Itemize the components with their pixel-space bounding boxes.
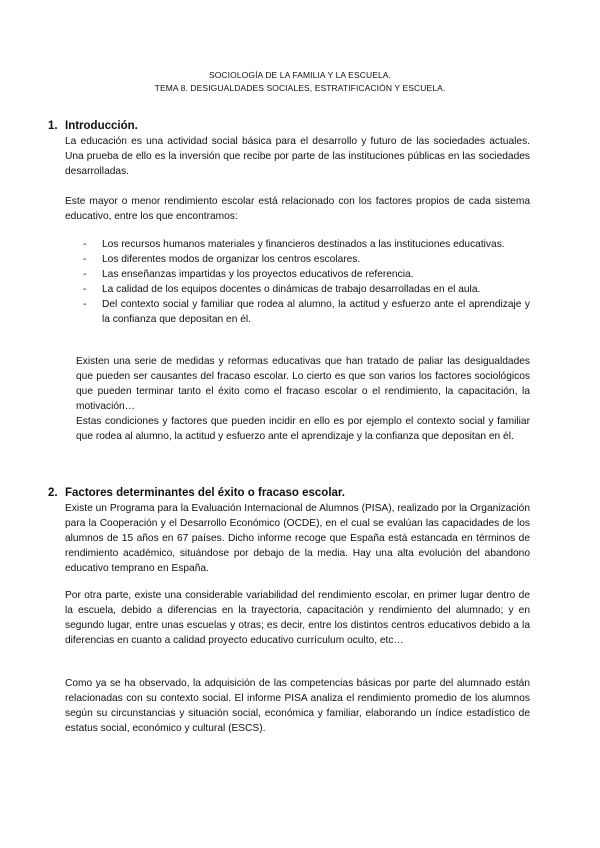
topic-title: TEMA 8. DESIGUALDADES SOCIALES, ESTRATIFICACIÓN Y ESCUELA. [154, 83, 446, 93]
section-2-number: 2. [48, 487, 58, 499]
section-2-paragraph-3: Como ya se ha observado, la adquisición de las competencias básicas por parte del alumnado están relacionadas con su contexto social. El informe PISA analiza el rendimiento promedio de los alumnos según su circunstancias y situación social, económica y familiar, elaborando un índice estadístico de estatus social, económico y cultural (ESCS). [65, 678, 530, 734]
section-2-heading [48, 487, 345, 499]
section-1-paragraph-1: La educación es una actividad social básica para el desarrollo y futuro de las sociedades actuales. Una prueba de ello es la inversión que recibe por parte de las instituciones públicas en las sociedades desarrolladas. [65, 136, 530, 177]
section-2-title: Factores determinantes del éxito o fracaso escolar. [65, 487, 345, 499]
section-1-title: Introducción. [65, 120, 138, 132]
section-1-paragraph-4: Estas condiciones y factores que pueden incidir en ello es por ejemplo el contexto social y familiar que rodea al alumno, la actitud y esfuerzo ante el aprendizaje y la confianza que depositan en él. [76, 416, 530, 442]
section-1-heading [48, 120, 138, 132]
section-1-paragraph-3: Existen una serie de medidas y reformas educativas que han tratado de paliar las desigualdades que pueden ser causantes del fracaso escolar. Lo cierto es que son varios los factores sociológicos que pueden terminar tanto el éxito como el fracaso escolar o el rendimiento, la capacitación, la motivación… [76, 356, 530, 412]
factors-list [83, 237, 530, 327]
list-item: - Los diferentes modos de organizar los centros escolares. [83, 254, 361, 265]
list-item: - Las enseñanzas impartidas y los proyectos educativos de referencia. [83, 269, 414, 280]
section-1-paragraph-2: Este mayor o menor rendimiento escolar está relacionado con los factores propios de cada sistema educativo, entre los que encontramos: [65, 196, 530, 222]
course-title: SOCIOLOGÍA DE LA FAMILIA Y LA ESCUELA. [208, 70, 392, 80]
section-2-paragraph-1: Existe un Programa para la Evaluación Internacional de Alumnos (PISA), realizado por la Organización para la Cooperación y el Desarrollo Económico (OCDE), en el cual se evalúan las capacidades de los alumnos de 15 años en 67 países. Dicho informe recoge que España está estancada en términos de rendimiento académico, situándose por debajo de la media. Hay una alta evolución del abandono educativo temprano en España. [65, 503, 530, 574]
list-item: - Los recursos humanos materiales y financieros destinados a las instituciones educativas. [83, 239, 505, 250]
section-2-paragraph-2: Por otra parte, existe una considerable variabilidad del rendimiento escolar, en primer lugar dentro de la escuela, debido a diferencias en la trayectoria, capacitación y rendimiento del alumnado; y en segundo lugar, entre unas escuelas y otras; es decir, entre los distintos centros educativos debido a la diferencias en cuanto a calidad proyecto educativo currículum oculto, etc… [65, 590, 530, 646]
list-item: - La calidad de los equipos docentes o dinámicas de trabajo desarrolladas en el aula. [83, 284, 481, 295]
list-item: - Del contexto social y familiar que rodea al alumno, la actitud y esfuerzo ante el aprendizaje y la confianza que depositan en él. [83, 299, 530, 325]
section-1-number: 1. [48, 120, 58, 132]
